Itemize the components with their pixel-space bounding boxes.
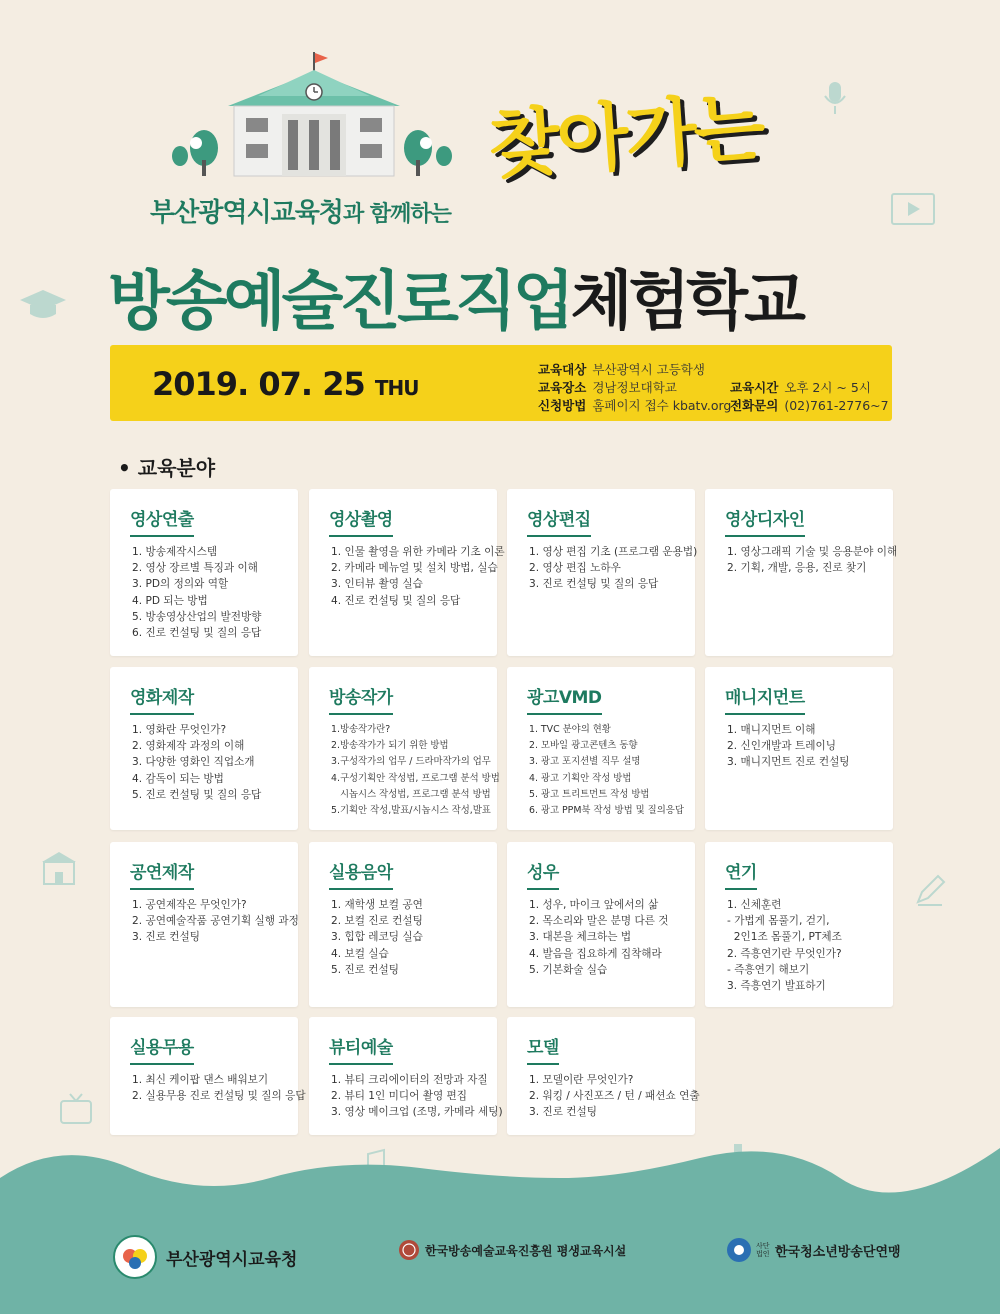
- program-card-item: 2. 목소리와 말은 분명 다른 것: [529, 915, 669, 928]
- program-card-list: [727, 897, 885, 994]
- program-card-item: 5. 진로 컨설팅: [331, 963, 400, 976]
- program-card: [507, 667, 695, 830]
- program-card-list: [529, 722, 687, 819]
- footer-org-kba: [398, 1239, 626, 1261]
- program-card: [705, 489, 898, 656]
- program-card-list: [331, 1072, 503, 1121]
- program-card-title: 영상촬영: [329, 505, 393, 537]
- section-label: • 교육분야: [118, 456, 216, 480]
- program-card: [309, 667, 500, 830]
- program-card-item: 3. 광고 포지션별 직무 설명: [529, 756, 641, 768]
- program-card-list: [132, 722, 290, 803]
- program-card-item: 1. 성우, 마이크 앞에서의 삶: [529, 899, 659, 911]
- program-card-item: 2. 워킹 / 사진포즈 / 턴 / 패션쇼 연출: [529, 1090, 700, 1103]
- headline: 찾아가는: [485, 84, 766, 190]
- program-card-title: 성우: [527, 858, 559, 890]
- program-card: [309, 1017, 503, 1135]
- program-card-title: 영상디자인: [725, 505, 805, 537]
- program-card-item: 1.방송작가란?: [331, 724, 391, 735]
- subtitle-main: 부산광역시교육청: [150, 198, 343, 228]
- program-card: [309, 489, 505, 656]
- program-card-item: 1. 재학생 보컬 공연: [331, 899, 423, 911]
- info-target-label: 교육대상: [538, 362, 587, 377]
- info-time: [730, 378, 871, 396]
- program-card-item: 2. 영화제작 과정의 이해: [132, 740, 245, 753]
- program-card-title: 실용무용: [130, 1033, 194, 1065]
- program-card: [507, 1017, 700, 1135]
- program-card-item: 4. 보컬 실습: [331, 947, 389, 960]
- bottom-wave: [0, 1138, 1000, 1314]
- program-card-item: 3. 진로 컨설팅: [529, 1106, 598, 1119]
- footer-org-busan: [112, 1234, 297, 1280]
- program-card-title: 광고VMD: [527, 683, 602, 715]
- program-card-title: 뷰티예술: [329, 1033, 393, 1065]
- info-place: [538, 378, 677, 396]
- program-card-item: - 가법게 몸풀기, 걷기,: [727, 915, 830, 928]
- program-card-item: 2.방송작가가 되기 위한 방법: [331, 740, 449, 752]
- microphone-icon: [820, 80, 850, 116]
- program-card-title: 실용음악: [329, 858, 393, 890]
- program-card-title: 영상연출: [130, 505, 194, 537]
- program-card-item: 3. 진로 컨설팅: [132, 931, 201, 944]
- info-apply: [538, 396, 731, 414]
- program-card-item: 2. 카메라 메뉴얼 및 설치 방법, 실습: [331, 562, 498, 575]
- program-card-item: 1. 모델이란 무엇인가?: [529, 1074, 634, 1086]
- info-place-label: 교육장소: [538, 380, 587, 395]
- event-date-value: 2019. 07. 25: [152, 365, 365, 403]
- program-card-item: 6. 진로 컨설팅 및 질의 응답: [132, 627, 262, 640]
- info-place-value: 경남정보대학교: [592, 380, 677, 395]
- program-card: [507, 489, 698, 656]
- program-card-item: 3. 매니지먼트 진로 컨설팅: [727, 756, 850, 769]
- program-card-item: 5.기획안 작성,발표/시놉시스 작성,발표: [331, 805, 491, 817]
- program-card-item: 2. 실용무용 진로 컨설팅 및 질의 응답: [132, 1090, 306, 1103]
- program-card-item: 6. 광고 PPM북 작성 방법 및 질의응답: [529, 805, 684, 817]
- program-card-list: [331, 722, 500, 819]
- kba-seal-icon: [398, 1239, 420, 1261]
- subtitle-tail: 과 함께하는: [342, 202, 451, 227]
- program-card-title: 영화제작: [130, 683, 194, 715]
- program-card-item: 3. 인터뷰 촬영 실습: [331, 578, 423, 591]
- program-card-item: 1. 공연제작은 무엇인가?: [132, 899, 247, 911]
- program-card-item: 2. 모바일 광고콘텐츠 동향: [529, 740, 638, 752]
- info-time-label: 교육시간: [730, 380, 779, 395]
- program-card-list: [331, 897, 489, 978]
- video-player-icon: [890, 192, 936, 226]
- program-card-item: 1. 영상그래픽 기술 및 응용분야 이해: [727, 546, 898, 558]
- title-black: 체험학교: [570, 265, 802, 339]
- program-card-item: 5. 진로 컨설팅 및 질의 응답: [132, 788, 262, 801]
- program-card-item: 3. 다양한 영화인 직업소개: [132, 756, 255, 769]
- footer-org3-prefix: 사단법인: [756, 1242, 770, 1258]
- graduation-cap-icon: [18, 288, 68, 322]
- program-card-item: 2. 신인개발과 트레이닝: [727, 740, 836, 753]
- page-title: [108, 250, 802, 342]
- program-card-title: 모델: [527, 1033, 559, 1065]
- event-date: [152, 365, 418, 403]
- program-card-item: 4. 광고 기획안 작성 방법: [529, 772, 632, 784]
- program-card-item: 3. 영상 메이크업 (조명, 카메라 세팅): [331, 1106, 503, 1119]
- program-card-item: 2인1조 몸풀기, PT체조: [727, 931, 842, 944]
- footer-org1: 부산광역시교육청: [166, 1249, 298, 1270]
- program-card-item: 5. 기본화술 실습: [529, 963, 608, 976]
- busan-education-logo-icon: [112, 1234, 158, 1280]
- program-card: [110, 842, 298, 1007]
- program-card-item: 3. PD의 정의와 역할: [132, 578, 229, 591]
- program-card-title: 방송작가: [329, 683, 393, 715]
- program-card-item: 1. 방송제작시스템: [132, 546, 218, 558]
- program-card: [507, 842, 695, 1007]
- school-icon: [38, 850, 80, 886]
- program-card-item: 4.구성기획안 작성법, 프로그램 분석 방법: [331, 772, 500, 784]
- info-time-value: 오후 2시 ~ 5시: [784, 380, 871, 395]
- program-card: [705, 842, 893, 1007]
- program-card-item: 시놉시스 작성법, 프로그램 분석 방법: [331, 788, 491, 800]
- program-card-item: 3.구성작가의 업무 / 드라마작가의 업무: [331, 756, 491, 768]
- program-card-item: - 즉흥연기 해보기: [727, 963, 810, 976]
- program-card-title: 매니지먼트: [725, 683, 805, 715]
- program-card-item: 1. 영상 편집 기초 (프로그램 운용법): [529, 546, 698, 558]
- info-phone-label: 전화문의: [730, 398, 779, 413]
- program-card-item: 4. 발음을 집요하게 집착해라: [529, 947, 662, 960]
- program-card-item: 4. PD 되는 방법: [132, 594, 208, 607]
- program-card-list: [132, 1072, 306, 1104]
- program-card-list: [529, 1072, 700, 1121]
- program-card-item: 2. 영상 편집 노하우: [529, 562, 621, 575]
- program-card-item: 1. 최신 케이팝 댄스 배워보기: [132, 1074, 269, 1086]
- event-day: THU: [374, 376, 419, 400]
- program-card-item: 3. 즉흥연기 발표하기: [727, 980, 826, 993]
- program-card-item: 3. 힙합 레코딩 실습: [331, 931, 423, 944]
- program-card-item: 5. 방송영상산업의 발전방향: [132, 610, 262, 623]
- program-card: [309, 842, 497, 1007]
- subtitle: [150, 192, 451, 229]
- footer-org2: 한국방송예술교육진흥원 평생교육시설: [425, 1243, 627, 1258]
- program-card-list: [727, 544, 898, 576]
- program-card-item: 1. 매니지먼트 이해: [727, 724, 816, 736]
- program-card-title: 연기: [725, 858, 757, 890]
- program-card-item: 4. 진로 컨설팅 및 질의 응답: [331, 594, 461, 607]
- title-green: 방송예술진로직업: [108, 265, 571, 339]
- program-card-list: [529, 897, 687, 978]
- info-target-value: 부산광역시 고등학생: [592, 362, 705, 377]
- program-card-item: 2. 즉흥연기란 무엇인가?: [727, 947, 842, 960]
- program-card-item: 4. 감독이 되는 방법: [132, 772, 224, 785]
- program-card-item: 5. 광고 트리트먼트 작성 방법: [529, 788, 650, 800]
- info-phone: [730, 396, 889, 414]
- program-card-item: 1. 영화란 무엇인가?: [132, 724, 227, 736]
- program-card-item: 2. 기획, 개발, 응용, 진로 찾기: [727, 562, 867, 575]
- info-apply-value: 홈페이지 접수 kbatv.org: [592, 398, 732, 413]
- program-card-list: [331, 544, 505, 609]
- program-card-item: 1. 인물 촬영을 위한 카메라 기초 이론: [331, 546, 505, 558]
- info-apply-label: 신청방법: [538, 398, 587, 413]
- program-card-item: 3. 진로 컨설팅 및 질의 응답: [529, 578, 659, 591]
- program-card: [110, 1017, 306, 1135]
- program-card-item: 2. 뷰티 1인 미디어 촬영 편집: [331, 1090, 468, 1103]
- footer-org-youth: [726, 1237, 901, 1263]
- pencil-icon: [912, 872, 948, 908]
- school-building-illustration: [168, 48, 458, 188]
- program-card-title: 영상편집: [527, 505, 591, 537]
- info-phone-value: (02)761-2776~7: [784, 398, 889, 413]
- tv-icon: [58, 1092, 94, 1126]
- footer-org3: 한국청소년방송단연맹: [775, 1244, 901, 1260]
- youth-broadcast-logo-icon: [726, 1237, 752, 1263]
- program-card-list: [727, 722, 885, 771]
- info-bar: [110, 345, 892, 421]
- program-card: [110, 489, 298, 656]
- program-card-item: 1. 뷰티 크리에이터의 전망과 자질: [331, 1074, 488, 1086]
- program-card: [705, 667, 893, 830]
- program-card: [110, 667, 298, 830]
- program-card-list: [132, 544, 290, 641]
- info-target: [538, 360, 705, 378]
- program-card-item: 2. 공연예술작품 공연기획 실행 과정: [132, 915, 299, 928]
- program-card-list: [132, 897, 299, 946]
- program-card-item: 1. 신체훈련: [727, 899, 782, 911]
- program-card-item: 2. 보컬 진로 컨설팅: [331, 915, 423, 928]
- program-card-item: 2. 영상 장르별 특징과 이해: [132, 562, 258, 575]
- program-card-item: 1. TVC 분야의 현황: [529, 724, 611, 735]
- program-card-item: 3. 대본을 체크하는 법: [529, 931, 632, 944]
- program-card-list: [529, 544, 698, 593]
- program-card-title: 공연제작: [130, 858, 194, 890]
